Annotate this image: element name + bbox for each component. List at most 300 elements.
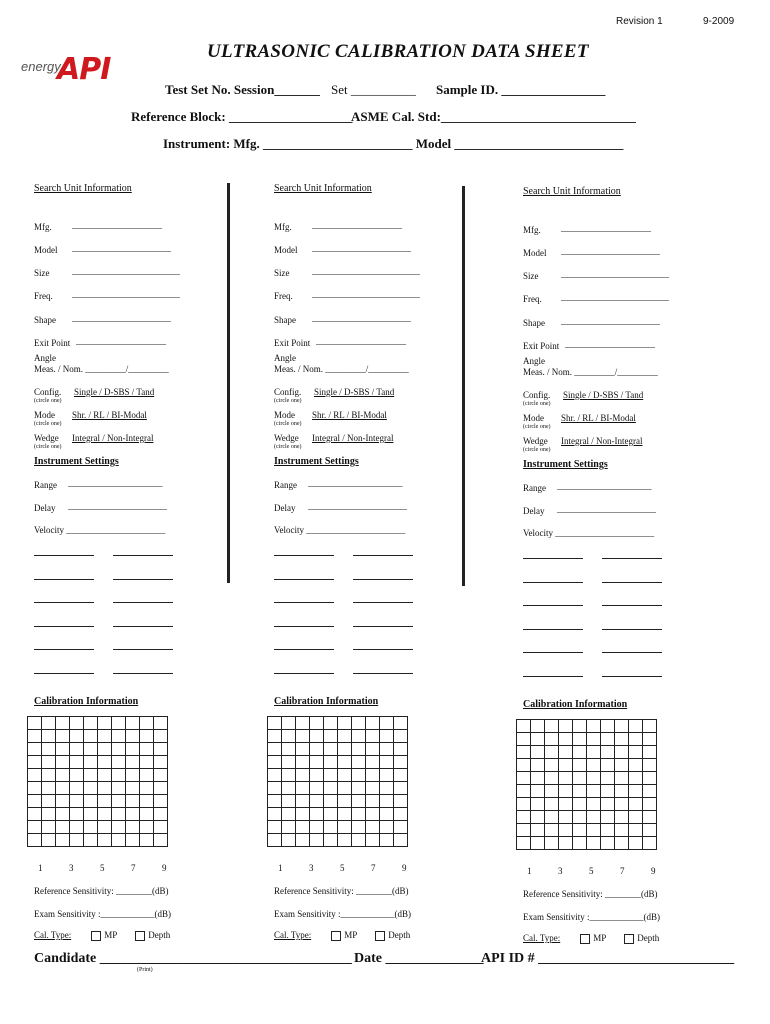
grid-cell (338, 834, 352, 847)
candidate-field[interactable]: Candidate ____________________________________ (34, 951, 352, 966)
grid-cell (643, 746, 657, 759)
grid-cell (338, 808, 352, 821)
mp-checkbox[interactable] (331, 930, 357, 940)
blank-line[interactable] (602, 629, 662, 630)
grid-cell (380, 717, 394, 730)
grid-cell (28, 743, 42, 756)
grid-cell (310, 717, 324, 730)
grid-cell (615, 785, 629, 798)
instrument-field[interactable]: Instrument: Mfg. _______________________ Model __________________________ (163, 136, 624, 151)
wedge-label: Wedge (523, 436, 548, 446)
grid-cell (84, 743, 98, 756)
grid-cell (394, 730, 408, 743)
mp-label: MP (593, 933, 607, 943)
mp-label: MP (104, 930, 118, 940)
blank-line[interactable] (113, 555, 173, 556)
print-note: (Print) (137, 967, 153, 973)
grid-cell (352, 769, 366, 782)
grid-cell (394, 834, 408, 847)
grid-cell (573, 746, 587, 759)
checkbox-box[interactable] (91, 931, 101, 941)
calibration-info-heading: Calibration Information (274, 696, 379, 707)
freq-input[interactable]: ________________________ (312, 289, 420, 299)
exit-point-label: Exit Point (523, 341, 560, 351)
grid-cell (587, 746, 601, 759)
calibration-grid (516, 719, 657, 850)
grid-cell (517, 837, 531, 850)
grid-cell (112, 717, 126, 730)
grid-cell (126, 756, 140, 769)
velocity-field[interactable]: Velocity ______________________ (34, 525, 166, 535)
blank-line[interactable] (602, 652, 662, 653)
angle-label: Angle (274, 353, 296, 363)
grid-cell (112, 821, 126, 834)
grid-cell (126, 730, 140, 743)
grid-cell (296, 756, 310, 769)
blank-line[interactable] (113, 579, 173, 580)
grid-cell (545, 785, 559, 798)
grid-cell (112, 834, 126, 847)
grid-cell (615, 824, 629, 837)
grid-cell (352, 808, 366, 821)
grid-cell (394, 821, 408, 834)
grid-cell (366, 808, 380, 821)
depth-label: Depth (388, 930, 411, 940)
grid-cell (28, 795, 42, 808)
blank-line[interactable] (353, 673, 413, 674)
grid-cell (140, 769, 154, 782)
grid-cell (629, 772, 643, 785)
test-set-text: Test Set No. Session_______ (165, 82, 320, 97)
checkbox-box[interactable] (135, 931, 145, 941)
exit-point-label: Exit Point (274, 338, 311, 348)
grid-cell (56, 756, 70, 769)
grid-cell (629, 733, 643, 746)
grid-cell (615, 772, 629, 785)
grid-cell (559, 720, 573, 733)
grid-cell (324, 821, 338, 834)
grid-cell (559, 811, 573, 824)
grid-cell (70, 743, 84, 756)
grid-cell (310, 730, 324, 743)
test-set-field[interactable] (165, 82, 320, 98)
reference-sensitivity-field[interactable]: Reference Sensitivity: ________(dB) (523, 889, 658, 899)
grid-cell (310, 821, 324, 834)
range-label: Range (34, 480, 57, 490)
checkbox-box[interactable] (624, 934, 634, 944)
mode-options[interactable]: Shr. / RL / BI-Modal (72, 410, 147, 420)
grid-cell (324, 795, 338, 808)
grid-cell (573, 798, 587, 811)
grid-cell (517, 772, 531, 785)
velocity-field[interactable]: Velocity ______________________ (523, 528, 655, 538)
mfg-label: Mfg. (274, 222, 292, 232)
mp-checkbox[interactable] (580, 933, 606, 943)
circle-one-note: (circle one) (274, 421, 302, 427)
exam-sensitivity-field[interactable]: Exam Sensitivity :____________(dB) (34, 909, 171, 919)
grid-cell (282, 717, 296, 730)
config-options[interactable]: Single / D-SBS / Tand (563, 390, 644, 400)
velocity-field[interactable]: Velocity ______________________ (274, 525, 406, 535)
blank-line[interactable] (34, 602, 94, 603)
grid-cell (126, 808, 140, 821)
checkbox-box[interactable] (331, 931, 341, 941)
grid-cell (531, 746, 545, 759)
grid-cell (531, 785, 545, 798)
grid-cell (56, 808, 70, 821)
blank-line[interactable] (602, 605, 662, 606)
blank-line[interactable] (113, 626, 173, 627)
grid-cell (310, 782, 324, 795)
size-input[interactable]: ________________________ (312, 266, 420, 276)
depth-checkbox[interactable] (375, 930, 410, 940)
grid-cell (98, 808, 112, 821)
blank-line[interactable] (523, 629, 583, 630)
blank-line[interactable] (274, 649, 334, 650)
delay-label: Delay (523, 506, 545, 516)
grid-cell (587, 720, 601, 733)
grid-cell (98, 743, 112, 756)
grid-cell (366, 782, 380, 795)
cal-type-row (523, 933, 659, 944)
blank-line[interactable] (353, 626, 413, 627)
grid-cell (629, 798, 643, 811)
mp-checkbox[interactable] (91, 930, 117, 940)
circle-one-note: (circle one) (523, 424, 551, 430)
grid-cell (70, 808, 84, 821)
meas-nom-field[interactable]: Meas. / Nom. _________/_________ (523, 367, 658, 377)
config-options[interactable]: Single / D-SBS / Tand (74, 387, 155, 397)
config-label: Config. (34, 387, 62, 397)
grid-cell (42, 821, 56, 834)
grid-cell (573, 733, 587, 746)
grid-cell (601, 837, 615, 850)
grid-axis-label: 9 (402, 863, 407, 873)
blank-line[interactable] (274, 626, 334, 627)
date-field[interactable]: Date ______________ (354, 951, 484, 966)
grid-cell (282, 808, 296, 821)
blank-line[interactable] (602, 676, 662, 677)
set-field[interactable]: Set __________ (331, 82, 416, 97)
blank-line[interactable] (113, 602, 173, 603)
grid-cell (338, 795, 352, 808)
blank-line[interactable] (523, 652, 583, 653)
grid-cell (366, 834, 380, 847)
blank-line[interactable] (523, 582, 583, 583)
grid-cell (601, 733, 615, 746)
grid-cell (84, 821, 98, 834)
blank-line[interactable] (523, 558, 583, 559)
api-id-field[interactable]: API ID # ____________________________ (481, 951, 735, 966)
grid-cell (338, 743, 352, 756)
grid-cell (268, 717, 282, 730)
grid-cell (338, 821, 352, 834)
size-label: Size (34, 268, 50, 278)
grid-cell (98, 769, 112, 782)
grid-axis-label: 7 (371, 863, 376, 873)
grid-cell (352, 821, 366, 834)
grid-cell (643, 824, 657, 837)
freq-input[interactable]: ________________________ (72, 289, 180, 299)
blank-line[interactable] (34, 579, 94, 580)
range-input[interactable]: _____________________ (557, 481, 652, 491)
blank-line[interactable] (274, 673, 334, 674)
exam-sensitivity-field[interactable]: Exam Sensitivity :____________(dB) (274, 909, 411, 919)
model-label: Model (523, 248, 547, 258)
grid-cell (84, 782, 98, 795)
blank-line[interactable] (523, 676, 583, 677)
size-input[interactable]: ________________________ (72, 266, 180, 276)
wedge-label: Wedge (274, 433, 299, 443)
grid-cell (517, 785, 531, 798)
grid-cell (98, 834, 112, 847)
grid-cell (154, 730, 168, 743)
blank-line[interactable] (34, 555, 94, 556)
grid-cell (615, 798, 629, 811)
blank-line[interactable] (353, 649, 413, 650)
size-input[interactable]: ________________________ (561, 269, 669, 279)
grid-cell (28, 821, 42, 834)
grid-cell (559, 746, 573, 759)
grid-cell (126, 743, 140, 756)
grid-cell (601, 785, 615, 798)
wedge-options[interactable]: Integral / Non-Integral (312, 433, 394, 443)
grid-cell (545, 837, 559, 850)
instrument-settings-heading: Instrument Settings (34, 456, 119, 467)
grid-cell (643, 733, 657, 746)
cal-type-label: Cal. Type: (523, 933, 561, 943)
grid-cell (84, 795, 98, 808)
grid-cell (352, 782, 366, 795)
grid-cell (56, 795, 70, 808)
grid-cell (545, 798, 559, 811)
grid-cell (531, 798, 545, 811)
grid-cell (70, 717, 84, 730)
model-input[interactable]: ______________________ (72, 243, 171, 253)
blank-line[interactable] (274, 602, 334, 603)
grid-cell (601, 720, 615, 733)
grid-cell (70, 821, 84, 834)
delay-input[interactable]: ______________________ (557, 504, 656, 514)
grid-cell (545, 746, 559, 759)
range-input[interactable]: _____________________ (308, 478, 403, 488)
grid-cell (338, 717, 352, 730)
grid-cell (517, 720, 531, 733)
blank-line[interactable] (34, 626, 94, 627)
shape-input[interactable]: ______________________ (312, 313, 411, 323)
blank-line[interactable] (113, 673, 173, 674)
mfg-input[interactable]: ____________________ (561, 223, 651, 233)
mfg-input[interactable]: ____________________ (72, 220, 162, 230)
sample-id-field[interactable]: Sample ID. ________________ (436, 82, 606, 97)
blank-line[interactable] (274, 555, 334, 556)
cal-type-row (34, 930, 170, 941)
grid-cell (394, 795, 408, 808)
grid-cell (282, 821, 296, 834)
grid-cell (296, 717, 310, 730)
blank-line[interactable] (602, 582, 662, 583)
grid-cell (324, 756, 338, 769)
grid-cell (587, 785, 601, 798)
grid-cell (324, 808, 338, 821)
grid-cell (545, 824, 559, 837)
grid-cell (324, 769, 338, 782)
grid-cell (601, 811, 615, 824)
grid-cell (601, 824, 615, 837)
range-input[interactable]: _____________________ (68, 478, 163, 488)
grid-axis-label: 5 (100, 863, 105, 873)
grid-cell (615, 720, 629, 733)
grid-cell (154, 743, 168, 756)
grid-cell (366, 769, 380, 782)
grid-cell (296, 782, 310, 795)
grid-cell (98, 821, 112, 834)
grid-cell (268, 769, 282, 782)
exit-point-input[interactable]: ____________________ (76, 336, 166, 346)
grid-cell (352, 834, 366, 847)
blank-line[interactable] (602, 558, 662, 559)
blank-line[interactable] (34, 649, 94, 650)
model-input[interactable]: ______________________ (312, 243, 411, 253)
grid-cell (545, 811, 559, 824)
grid-cell (615, 746, 629, 759)
wedge-options[interactable]: Integral / Non-Integral (72, 433, 154, 443)
asme-cal-std-field[interactable]: ASME Cal. Std:______________________________ (351, 109, 636, 124)
grid-cell (531, 772, 545, 785)
grid-cell (629, 759, 643, 772)
grid-cell (338, 756, 352, 769)
grid-cell (587, 811, 601, 824)
config-options[interactable]: Single / D-SBS / Tand (314, 387, 395, 397)
angle-label: Angle (523, 356, 545, 366)
grid-cell (587, 837, 601, 850)
calibration-info-heading: Calibration Information (34, 696, 139, 707)
model-label: Model (34, 245, 58, 255)
grid-cell (282, 795, 296, 808)
grid-cell (643, 772, 657, 785)
depth-checkbox[interactable] (624, 933, 659, 943)
exit-point-input[interactable]: ____________________ (316, 336, 406, 346)
meas-nom-field[interactable]: Meas. / Nom. _________/_________ (34, 364, 169, 374)
blank-line[interactable] (274, 579, 334, 580)
grid-cell (56, 743, 70, 756)
angle-label: Angle (34, 353, 56, 363)
delay-input[interactable]: ______________________ (68, 501, 167, 511)
model-input[interactable]: ______________________ (561, 246, 660, 256)
mode-options[interactable]: Shr. / RL / BI-Modal (312, 410, 387, 420)
grid-cell (98, 756, 112, 769)
wedge-options[interactable]: Integral / Non-Integral (561, 436, 643, 446)
exam-sensitivity-field[interactable]: Exam Sensitivity :____________(dB) (523, 912, 660, 922)
grid-cell (573, 720, 587, 733)
mfg-label: Mfg. (523, 225, 541, 235)
calibration-info-heading: Calibration Information (523, 699, 628, 710)
grid-cell (70, 730, 84, 743)
grid-cell (268, 782, 282, 795)
grid-cell (282, 743, 296, 756)
calibration-grid (267, 716, 408, 847)
shape-label: Shape (523, 318, 545, 328)
depth-checkbox[interactable] (135, 930, 170, 940)
grid-cell (394, 743, 408, 756)
grid-cell (56, 782, 70, 795)
checkbox-box[interactable] (580, 934, 590, 944)
grid-cell (324, 782, 338, 795)
blank-line[interactable] (34, 673, 94, 674)
grid-cell (643, 811, 657, 824)
grid-cell (84, 717, 98, 730)
grid-cell (310, 769, 324, 782)
checkbox-box[interactable] (375, 931, 385, 941)
grid-cell (28, 756, 42, 769)
grid-cell (282, 756, 296, 769)
grid-cell (282, 769, 296, 782)
instrument-settings-heading: Instrument Settings (523, 459, 608, 470)
grid-cell (268, 821, 282, 834)
grid-cell (573, 824, 587, 837)
grid-cell (56, 717, 70, 730)
blank-line[interactable] (353, 579, 413, 580)
reference-sensitivity-field[interactable]: Reference Sensitivity: ________(dB) (274, 886, 409, 896)
mode-label: Mode (523, 413, 544, 423)
blank-line[interactable] (523, 605, 583, 606)
grid-cell (310, 834, 324, 847)
grid-axis-label: 7 (131, 863, 136, 873)
grid-cell (531, 824, 545, 837)
freq-input[interactable]: ________________________ (561, 292, 669, 302)
shape-input[interactable]: ______________________ (561, 316, 660, 326)
grid-cell (629, 811, 643, 824)
delay-input[interactable]: ______________________ (308, 501, 407, 511)
exit-point-input[interactable]: ____________________ (565, 339, 655, 349)
grid-cell (28, 782, 42, 795)
grid-cell (140, 808, 154, 821)
grid-cell (56, 821, 70, 834)
grid-cell (601, 798, 615, 811)
grid-cell (366, 717, 380, 730)
grid-axis-label: 9 (162, 863, 167, 873)
grid-cell (366, 756, 380, 769)
mode-options[interactable]: Shr. / RL / BI-Modal (561, 413, 636, 423)
shape-input[interactable]: ______________________ (72, 313, 171, 323)
grid-cell (615, 837, 629, 850)
grid-cell (140, 730, 154, 743)
grid-cell (42, 717, 56, 730)
delay-label: Delay (34, 503, 56, 513)
grid-cell (98, 730, 112, 743)
reference-sensitivity-field[interactable]: Reference Sensitivity: ________(dB) (34, 886, 169, 896)
blank-line[interactable] (353, 602, 413, 603)
grid-cell (517, 798, 531, 811)
grid-cell (394, 769, 408, 782)
reference-block-field[interactable]: Reference Block: ___________________ (131, 109, 353, 124)
grid-cell (629, 824, 643, 837)
blank-line[interactable] (113, 649, 173, 650)
grid-cell (154, 808, 168, 821)
grid-cell (42, 769, 56, 782)
grid-cell (296, 834, 310, 847)
blank-line[interactable] (353, 555, 413, 556)
revision-label: Revision 1 (616, 16, 663, 27)
cal-type-label: Cal. Type: (34, 930, 72, 940)
grid-cell (56, 834, 70, 847)
grid-cell (643, 798, 657, 811)
grid-cell (296, 821, 310, 834)
grid-cell (338, 769, 352, 782)
meas-nom-field[interactable]: Meas. / Nom. _________/_________ (274, 364, 409, 374)
grid-cell (531, 733, 545, 746)
mfg-input[interactable]: ____________________ (312, 220, 402, 230)
